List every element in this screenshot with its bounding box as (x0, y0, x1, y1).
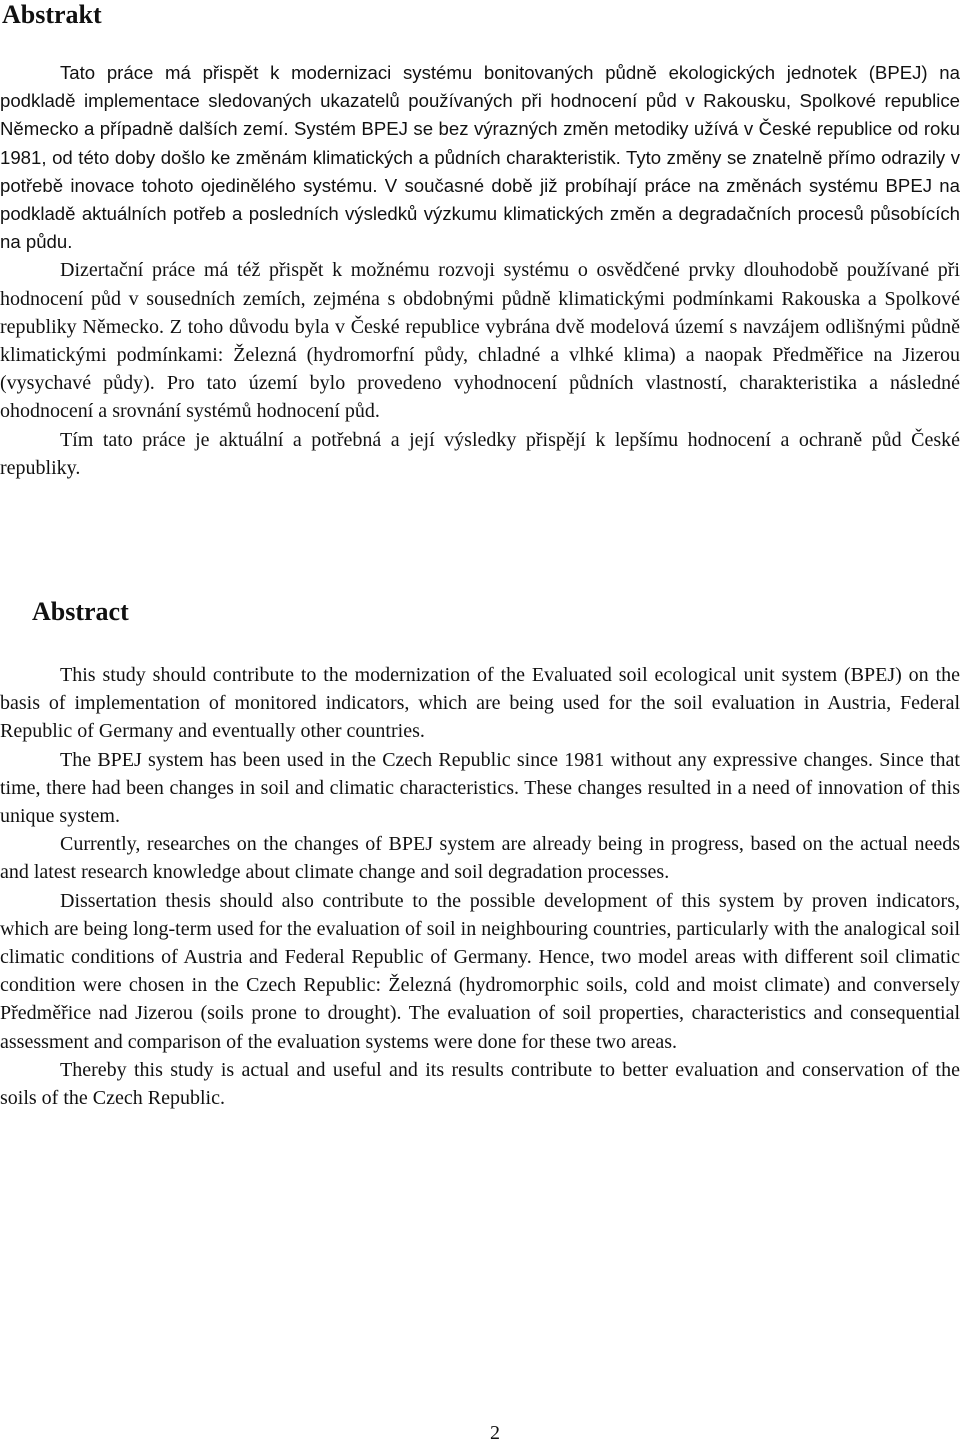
abstract-paragraph-5: Thereby this study is actual and useful and its results contribute to better evaluation and conservation of the soils of the Czech Republic. (0, 1058, 960, 1110)
heading-abstract: Abstract (32, 597, 129, 626)
abstract-body (0, 661, 960, 1112)
heading-abstrakt: Abstrakt (2, 0, 102, 29)
abstract-paragraph-1: This study should contribute to the modernization of the Evaluated soil ecological unit system (BPEJ) on the basis of implementation of monitored indicators, which are being used for the soil evaluation in Austria, Federal Republic of Germany and eventually other countries. (0, 664, 960, 743)
abstract-paragraph-3: Currently, researches on the changes of BPEJ system are already being in progress, based on the actual needs and latest research knowledge about climate change and soil degradation processes. (0, 833, 960, 884)
abstrakt-paragraph-1: Tato práce má přispět k modernizaci systému bonitovaných půdně ekologických jednotek (BPEJ) na podkladě implementace sledovaných ukazatelů používaných při hodnocení půd v Rakousku, Spolkové republice Německo a případně dalších zemí. Systém BPEJ se bez výrazných změn metodiky užívá v České republice od roku 1981, od této doby došlo ke změnám klimatických a půdních charakteristik. Tyto změny se znatelně přímo odrazily v potřebě inovace tohoto ojedinělého systému. V současné době již probíhají práce na změnách systému BPEJ na podkladě aktuálních potřeb a posledních výsledků výzkumu klimatických změn a degradačních procesů působících na půdu. (0, 62, 960, 253)
abstrakt-paragraph-2: Dizertační práce má též přispět k možnému rozvoji systému o osvědčené prvky dlouhodobě používané při hodnocení půd v sousedních zemích, zejména s obdobnými půdně klimatickými podmínkami Rakouska a Spolkové republiky Německo. Z toho důvodu byla v České republice vybrána dvě modelová území s navzájem odlišnými půdně klimatickými podmínkami: Železná (hydromorfní půdy, chladné a vlhké klima) a naopak Předměřice na Jizerou (vysychavé půdy). Pro tato území bylo provedeno vyhodnocení půdních vlastností, charakteristika a následné ohodnocení a srovnání systémů hodnocení půd. (0, 259, 960, 423)
page-number: 2 (490, 1422, 500, 1444)
abstrakt-paragraph-3: Tím tato práce je aktuální a potřebná a její výsledky přispějí k lepšímu hodnocení a ochraně půd České republiky. (0, 428, 960, 479)
abstrakt-body (0, 59, 960, 482)
abstract-paragraph-4: Dissertation thesis should also contribute to the possible development of this system by proven indicators, which are being long-term used for the evaluation of soil in neighbouring countries, particularly with the analogical soil climatic conditions of Austria and Federal Republic of Germany. Hence, two model areas with different soil climatic condition were chosen in the Czech Republic: Železná (hydromorphic soils, cold and moist climate) and conversely Předměřice nad Jizerou (soils prone to drought). The evaluation of soil properties, characteristics and consequential assessment and comparison of the evaluation systems were done for these two areas. (0, 889, 960, 1053)
abstract-paragraph-2: The BPEJ system has been used in the Czech Republic since 1981 without any expressive changes. Since that time, there had been changes in soil and climatic characteristics. These changes resulted in a need of innovation of this unique system. (0, 748, 960, 828)
